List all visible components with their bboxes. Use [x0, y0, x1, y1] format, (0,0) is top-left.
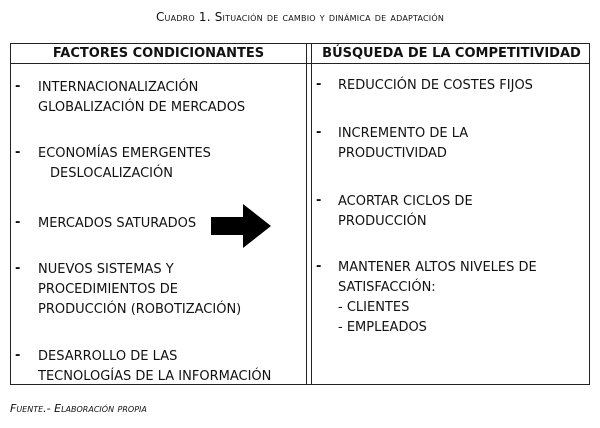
list-item: INTERNACIONALIZACIÓN GLOBALIZACIÓN DE MERCADOS: [38, 80, 246, 115]
list-item: MERCADOS SATURADOS: [38, 216, 197, 231]
source-note: Fuente.- Elaboración propia: [10, 402, 147, 415]
bullet-dash: -: [15, 79, 21, 94]
list-item: REDUCCIÓN DE COSTES FIJOS: [338, 78, 533, 93]
bullet-dash: -: [316, 125, 322, 140]
bullet-dash: -: [15, 348, 21, 363]
bullet-dash: -: [15, 145, 21, 160]
bullet-dash: -: [15, 215, 21, 230]
bullet-dash: -: [316, 77, 322, 92]
right-column-header: BÚSQUEDA DE LA COMPETITIVIDAD: [322, 46, 581, 61]
right-arrow-icon: [211, 204, 271, 248]
left-column-header: FACTORES CONDICIONANTES: [52, 46, 265, 61]
column-divider: [306, 44, 312, 384]
table-header-row: [11, 44, 589, 64]
list-item: DESARROLLO DE LAS TECNOLOGÍAS DE LA INFORMACIÓN: [38, 349, 272, 384]
bullet-dash: -: [316, 259, 322, 274]
bullet-dash: -: [316, 193, 322, 208]
list-item: ACORTAR CICLOS DE PRODUCCIÓN: [338, 194, 473, 229]
list-item: INCREMENTO DE LA PRODUCTIVIDAD: [338, 126, 469, 161]
bullet-dash: -: [15, 261, 21, 276]
list-item: MANTENER ALTOS NIVELES DE SATISFACCIÓN: - CLIENTES - EMPLEADOS: [338, 260, 537, 335]
list-item: ECONOMÍAS EMERGENTES DESLOCALIZACIÓN: [38, 146, 211, 181]
list-item: NUEVOS SISTEMAS Y PROCEDIMIENTOS DE PRODUCCIÓN (ROBOTIZACIÓN): [38, 262, 242, 317]
comparison-table: [10, 43, 590, 385]
table-caption: Cuadro 1. Situación de cambio y dinámica de adaptación: [155, 10, 445, 24]
